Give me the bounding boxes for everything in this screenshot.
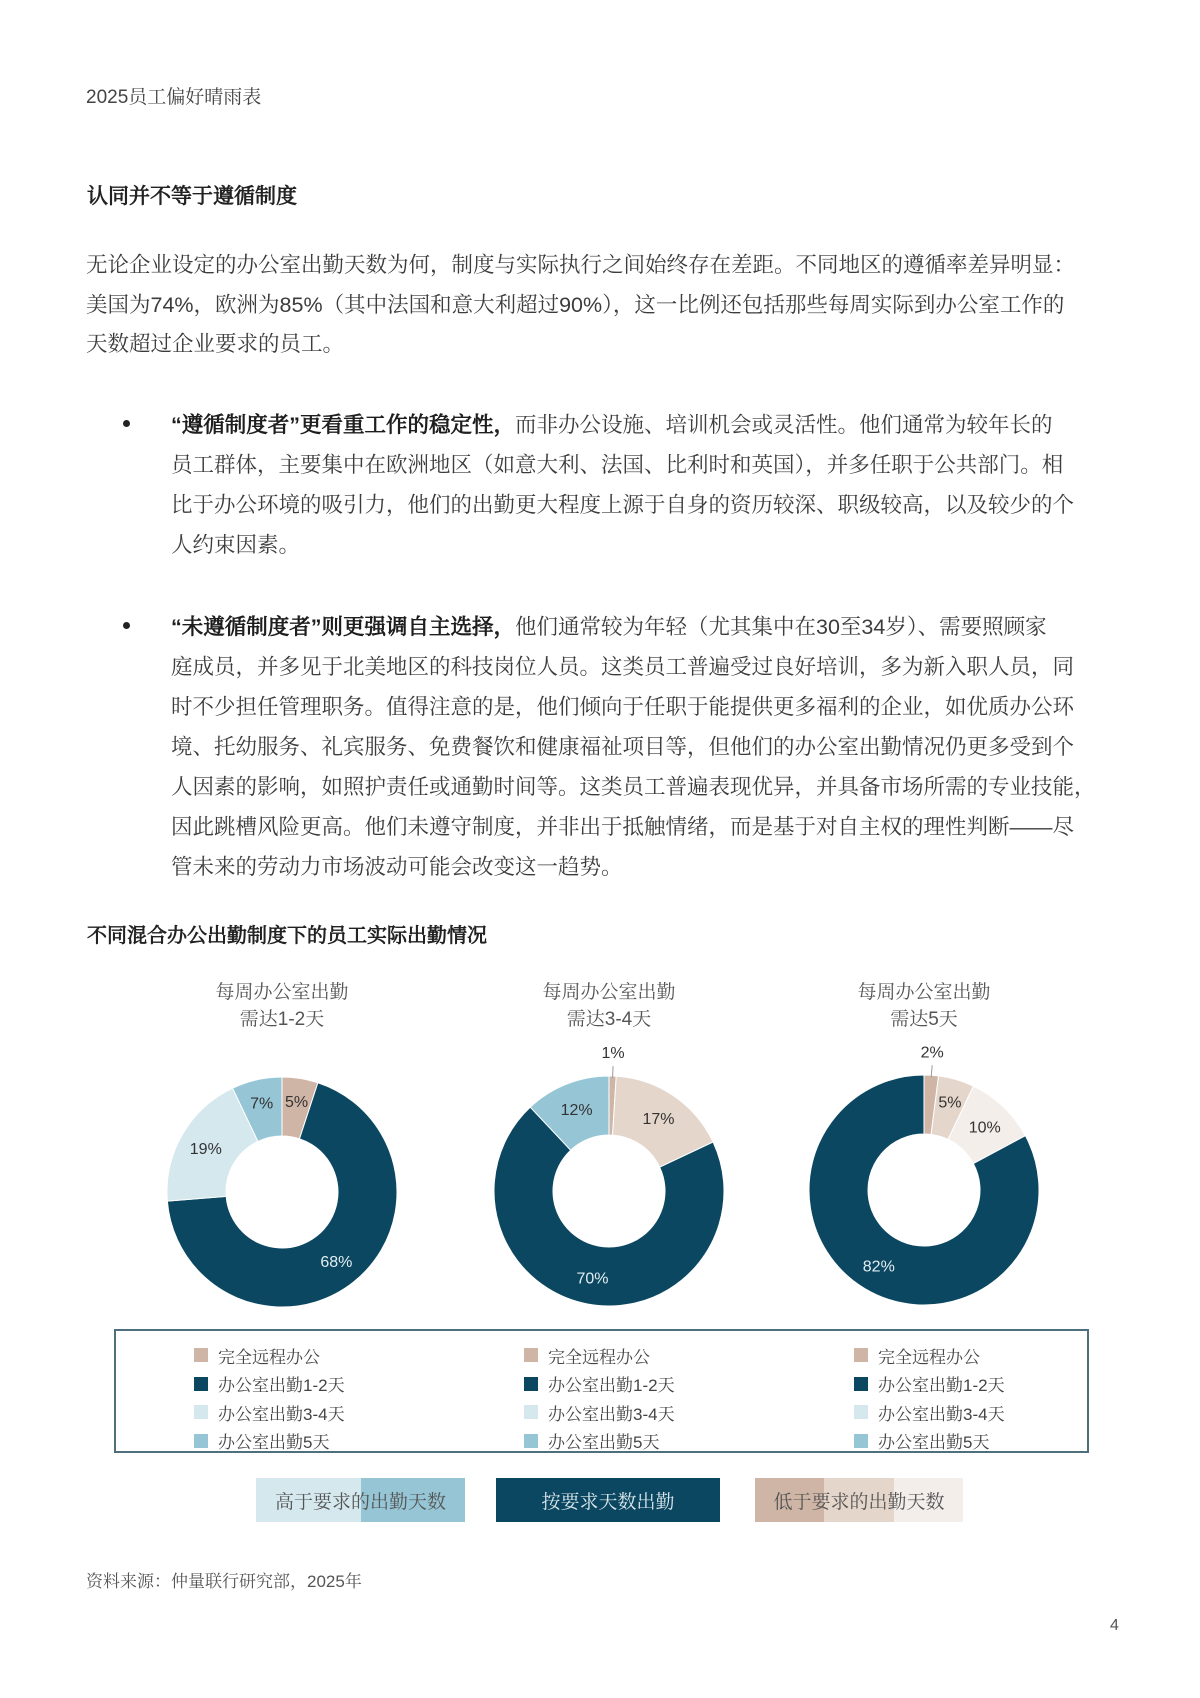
legend-label: 办公室出勤1-2天 (548, 1376, 675, 1396)
legend-swatch (194, 1405, 208, 1419)
donut-1-title (172, 979, 392, 1033)
donut-2-label: 70% (576, 1270, 609, 1288)
source-note: 资料来源：仲量联行研究部，2025年 (86, 1572, 362, 1591)
legend-swatch (854, 1348, 868, 1362)
paragraph-line: 美国为74%，欧洲为85%（其中法国和意大利超过90%），这一比例还包括那些每周实际到办公室工作的 (86, 293, 1065, 317)
legend-label: 办公室出勤1-2天 (878, 1376, 1005, 1396)
legend-item (854, 1370, 1005, 1399)
bullet-first-line (171, 610, 1047, 641)
donut-2-label: 17% (642, 1111, 675, 1129)
legend-label: 完全远程办公 (878, 1347, 980, 1367)
legend-label: 完全远程办公 (548, 1347, 650, 1367)
legend-item (524, 1341, 675, 1370)
donut-title-line: 每周办公室出勤 (542, 982, 676, 1003)
legend-label: 办公室出勤5天 (878, 1433, 990, 1453)
legend-item (194, 1427, 345, 1456)
donut-1-label: 68% (320, 1254, 353, 1272)
donut-3-label: 10% (968, 1119, 1001, 1137)
page-number: 4 (1110, 1617, 1119, 1634)
donut-charts (0, 1040, 1200, 1320)
bullet-line: 比于办公环境的吸引力，他们的出勤更大程度上源于自身的资历较深、职级较高，以及较少的个 (171, 493, 1075, 517)
donut-title-line: 每周办公室出勤 (857, 982, 991, 1003)
bullet-line: 因此跳槽风险更高。他们未遵守制度，并非出于抵触情绪，而是基于对自主权的理性判断——尽 (171, 815, 1075, 839)
bullet-dot (123, 420, 130, 427)
legend-swatch (854, 1405, 868, 1419)
legend-item (854, 1427, 1005, 1456)
donut-2-label: 1% (601, 1045, 625, 1063)
bullet-line: 管未来的劳动力市场波动可能会改变这一趋势。 (171, 855, 623, 879)
donut-1-label: 7% (250, 1095, 274, 1113)
bullet-line: 人约束因素。 (171, 533, 301, 557)
legend-swatch (854, 1377, 868, 1391)
bullet-line: 时不少担任管理职务。值得注意的是，他们倾向于任职于能提供更多福利的企业，如优质办公环 (171, 695, 1075, 719)
legend-swatch (194, 1377, 208, 1391)
donut-3-title (814, 979, 1034, 1033)
donut-leader-line (613, 1066, 614, 1078)
bullet-line: 境、托幼服务、礼宾服务、免费餐饮和健康福祉项目等，但他们的办公室出勤情况仍更多受到个 (171, 735, 1075, 759)
bullet-line: 庭成员，并多见于北美地区的科技岗位人员。这类员工普遍受过良好培训，多为新入职人员，同 (171, 655, 1075, 679)
paragraph-line: 天数超过企业要求的员工。 (86, 332, 345, 356)
bullet-line: 员工群体，主要集中在欧洲地区（如意大利、法国、比利时和英国），并多任职于公共部门。相 (171, 453, 1064, 477)
legend-item (854, 1341, 1005, 1370)
legend-item (854, 1398, 1005, 1427)
donut-2-title (499, 979, 719, 1033)
bullet-lead: “未遵循制度者”则更强调自主选择， (171, 615, 516, 639)
legend-swatch (854, 1434, 868, 1448)
legend-label: 办公室出勤5天 (548, 1433, 660, 1453)
legend-item (524, 1398, 675, 1427)
legend-swatch (194, 1348, 208, 1362)
donut-3-label: 2% (920, 1044, 944, 1062)
legend-swatch (194, 1434, 208, 1448)
bullet-line: 人因素的影响，如照护责任或通勤时间等。这类员工普遍表现优异，并具备市场所需的专业技能， (171, 775, 1096, 799)
key-as-required (496, 1478, 720, 1522)
donut-1-label: 19% (189, 1141, 222, 1158)
key-label: 高于要求的出勤天数 (274, 1491, 446, 1513)
legend-swatch (524, 1434, 538, 1448)
donut-3-label: 82% (862, 1258, 895, 1276)
legend-label: 办公室出勤3-4天 (218, 1404, 345, 1424)
donut-title-line: 需达1-2天 (239, 1009, 325, 1030)
donut-1-label: 5% (284, 1094, 309, 1112)
legend-swatch (524, 1377, 538, 1391)
chart-title: 不同混合办公出勤制度下的员工实际出勤情况 (87, 925, 487, 947)
donut-title-line: 每周办公室出勤 (215, 982, 349, 1003)
key-below-required (755, 1478, 963, 1522)
key-above-required (256, 1478, 465, 1522)
bullet-lead: “遵循制度者”更看重工作的稳定性， (171, 413, 516, 437)
legend-item (194, 1341, 345, 1370)
bullet-text: 而非办公设施、培训机会或灵活性。他们通常为较年长的 (515, 413, 1053, 437)
legend-column-2 (524, 1341, 675, 1455)
legend-item (524, 1370, 675, 1399)
legend-label: 办公室出勤3-4天 (548, 1404, 675, 1424)
paragraph-line: 无论企业设定的办公室出勤天数为何，制度与实际执行之间始终存在差距。不同地区的遵循率差异明显： (86, 253, 1076, 277)
legend-column-1 (194, 1341, 345, 1455)
bullet-text: 他们通常较为年轻（尤其集中在30至34岁）、需要照顾家 (515, 615, 1047, 639)
legend-label: 办公室出勤5天 (218, 1433, 330, 1453)
key-label: 低于要求的出勤天数 (773, 1491, 945, 1513)
legend-swatch (524, 1405, 538, 1419)
legend-label: 完全远程办公 (218, 1347, 320, 1367)
donut-3-label: 5% (938, 1094, 962, 1112)
bullet-first-line (171, 408, 1053, 439)
legend-label: 办公室出勤1-2天 (218, 1376, 345, 1396)
key-label: 按要求天数出勤 (541, 1491, 675, 1513)
bullet-dot (123, 622, 130, 629)
running-header: 2025员工偏好晴雨表 (86, 87, 262, 108)
legend-swatch (524, 1348, 538, 1362)
legend-item (194, 1370, 345, 1399)
legend-item (524, 1427, 675, 1456)
legend-column-3 (854, 1341, 1005, 1455)
donut-title-line: 需达5天 (890, 1009, 958, 1030)
legend-label: 办公室出勤3-4天 (878, 1404, 1005, 1424)
legend-item (194, 1398, 345, 1427)
legend-box (114, 1329, 1089, 1453)
section-title: 认同并不等于遵循制度 (87, 185, 297, 208)
donut-2-label: 12% (560, 1102, 593, 1120)
donut-title-line: 需达3-4天 (566, 1009, 652, 1030)
